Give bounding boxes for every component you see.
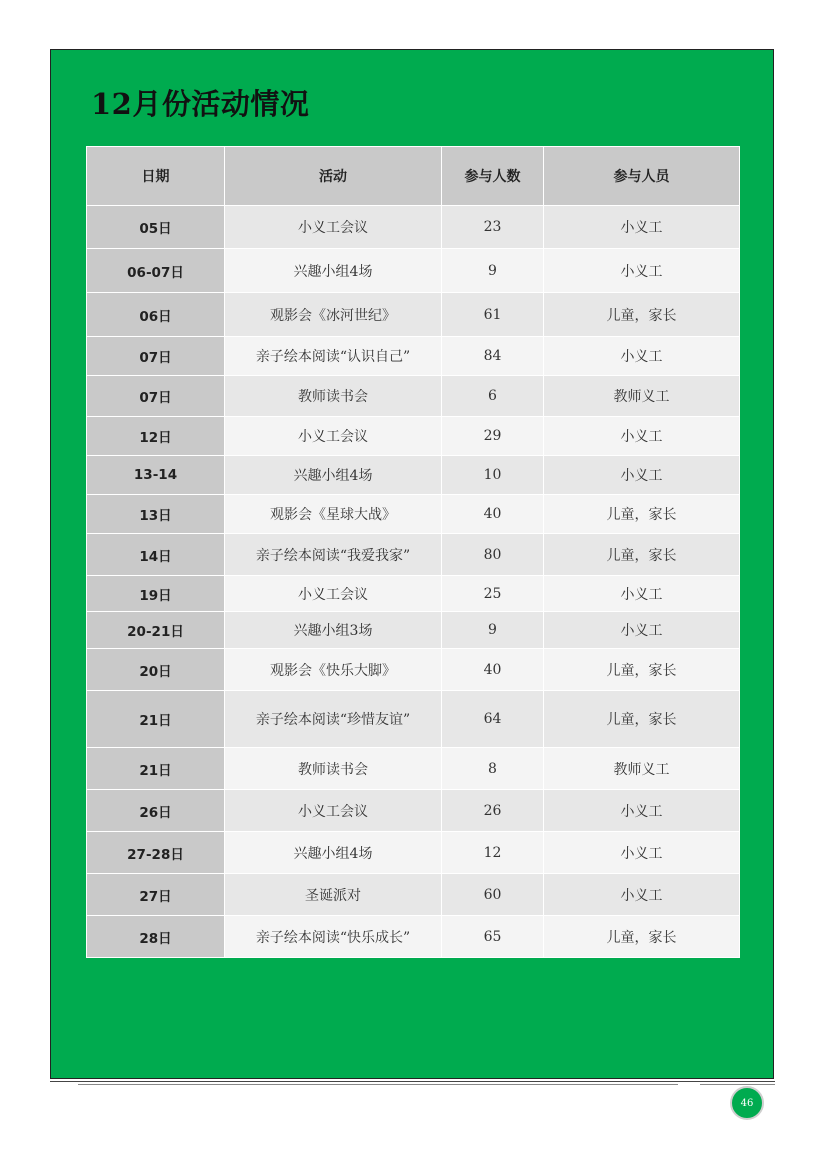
participants-cell: 小义工 bbox=[544, 790, 740, 832]
page-title: 12月份活动情况 bbox=[91, 87, 310, 121]
table-row bbox=[87, 576, 740, 612]
participants-cell: 小义工 bbox=[544, 612, 740, 649]
activity-cell: 小义工会议 bbox=[225, 417, 442, 456]
page-number: 46 bbox=[740, 1097, 754, 1109]
date-cell: 12日 bbox=[87, 417, 225, 456]
header-activity: 活动 bbox=[225, 147, 442, 206]
count-cell: 6 bbox=[442, 376, 544, 417]
table-row bbox=[87, 649, 740, 691]
date-cell: 21日 bbox=[87, 691, 225, 748]
table-row bbox=[87, 495, 740, 534]
table-row bbox=[87, 206, 740, 249]
table-row bbox=[87, 337, 740, 376]
participants-cell: 小义工 bbox=[544, 417, 740, 456]
count-cell: 10 bbox=[442, 456, 544, 495]
participants-cell: 儿童，家长 bbox=[544, 691, 740, 748]
date-cell: 19日 bbox=[87, 576, 225, 612]
date-cell: 14日 bbox=[87, 534, 225, 576]
table-row bbox=[87, 691, 740, 748]
count-cell: 60 bbox=[442, 874, 544, 916]
count-cell: 80 bbox=[442, 534, 544, 576]
date-cell: 06-07日 bbox=[87, 249, 225, 293]
date-cell: 26日 bbox=[87, 790, 225, 832]
footer-divider-end bbox=[700, 1084, 775, 1085]
date-cell: 13-14 bbox=[87, 456, 225, 495]
activity-cell: 教师读书会 bbox=[225, 748, 442, 790]
participants-cell: 小义工 bbox=[544, 576, 740, 612]
footer-divider-thin bbox=[78, 1084, 678, 1085]
participants-cell: 小义工 bbox=[544, 337, 740, 376]
table-row bbox=[87, 534, 740, 576]
table-row bbox=[87, 249, 740, 293]
count-cell: 40 bbox=[442, 495, 544, 534]
header-participants: 参与人员 bbox=[544, 147, 740, 206]
footer-divider bbox=[50, 1081, 775, 1082]
table-row bbox=[87, 790, 740, 832]
table-row bbox=[87, 456, 740, 495]
activity-cell: 兴趣小组4场 bbox=[225, 456, 442, 495]
date-cell: 06日 bbox=[87, 293, 225, 337]
date-cell: 13日 bbox=[87, 495, 225, 534]
date-cell: 07日 bbox=[87, 337, 225, 376]
table-header-row bbox=[87, 147, 740, 206]
activity-cell: 小义工会议 bbox=[225, 790, 442, 832]
participants-cell: 小义工 bbox=[544, 874, 740, 916]
date-cell: 05日 bbox=[87, 206, 225, 249]
table-row bbox=[87, 293, 740, 337]
participants-cell: 小义工 bbox=[544, 456, 740, 495]
activity-cell: 观影会《星球大战》 bbox=[225, 495, 442, 534]
count-cell: 9 bbox=[442, 612, 544, 649]
count-cell: 61 bbox=[442, 293, 544, 337]
participants-cell: 儿童，家长 bbox=[544, 649, 740, 691]
header-count: 参与人数 bbox=[442, 147, 544, 206]
date-cell: 28日 bbox=[87, 916, 225, 958]
activity-cell: 亲子绘本阅读“珍惜友谊” bbox=[225, 691, 442, 748]
participants-cell: 儿童，家长 bbox=[544, 293, 740, 337]
date-cell: 20日 bbox=[87, 649, 225, 691]
count-cell: 64 bbox=[442, 691, 544, 748]
activity-cell: 兴趣小组4场 bbox=[225, 249, 442, 293]
count-cell: 9 bbox=[442, 249, 544, 293]
activity-cell: 小义工会议 bbox=[225, 206, 442, 249]
count-cell: 26 bbox=[442, 790, 544, 832]
date-cell: 27-28日 bbox=[87, 832, 225, 874]
activity-cell: 亲子绘本阅读“我爱我家” bbox=[225, 534, 442, 576]
activity-cell: 亲子绘本阅读“认识自己” bbox=[225, 337, 442, 376]
header-date: 日期 bbox=[87, 147, 225, 206]
table-row bbox=[87, 874, 740, 916]
count-cell: 84 bbox=[442, 337, 544, 376]
content-panel bbox=[50, 49, 774, 1079]
date-cell: 21日 bbox=[87, 748, 225, 790]
table-row bbox=[87, 417, 740, 456]
count-cell: 65 bbox=[442, 916, 544, 958]
participants-cell: 小义工 bbox=[544, 249, 740, 293]
table-row bbox=[87, 832, 740, 874]
activity-cell: 亲子绘本阅读“快乐成长” bbox=[225, 916, 442, 958]
activity-cell: 观影会《快乐大脚》 bbox=[225, 649, 442, 691]
count-cell: 12 bbox=[442, 832, 544, 874]
page-number-badge bbox=[730, 1086, 764, 1120]
count-cell: 40 bbox=[442, 649, 544, 691]
activity-cell: 观影会《冰河世纪》 bbox=[225, 293, 442, 337]
activity-cell: 圣诞派对 bbox=[225, 874, 442, 916]
activity-cell: 小义工会议 bbox=[225, 576, 442, 612]
count-cell: 29 bbox=[442, 417, 544, 456]
participants-cell: 小义工 bbox=[544, 206, 740, 249]
participants-cell: 儿童，家长 bbox=[544, 495, 740, 534]
count-cell: 25 bbox=[442, 576, 544, 612]
table-row bbox=[87, 376, 740, 417]
activity-cell: 教师读书会 bbox=[225, 376, 442, 417]
table-row bbox=[87, 916, 740, 958]
date-cell: 27日 bbox=[87, 874, 225, 916]
count-cell: 23 bbox=[442, 206, 544, 249]
participants-cell: 儿童，家长 bbox=[544, 916, 740, 958]
participants-cell: 儿童，家长 bbox=[544, 534, 740, 576]
participants-cell: 教师义工 bbox=[544, 748, 740, 790]
date-cell: 07日 bbox=[87, 376, 225, 417]
participants-cell: 小义工 bbox=[544, 832, 740, 874]
participants-cell: 教师义工 bbox=[544, 376, 740, 417]
activity-cell: 兴趣小组4场 bbox=[225, 832, 442, 874]
date-cell: 20-21日 bbox=[87, 612, 225, 649]
table-row bbox=[87, 612, 740, 649]
activities-table bbox=[86, 146, 740, 958]
activity-cell: 兴趣小组3场 bbox=[225, 612, 442, 649]
table-row bbox=[87, 748, 740, 790]
count-cell: 8 bbox=[442, 748, 544, 790]
